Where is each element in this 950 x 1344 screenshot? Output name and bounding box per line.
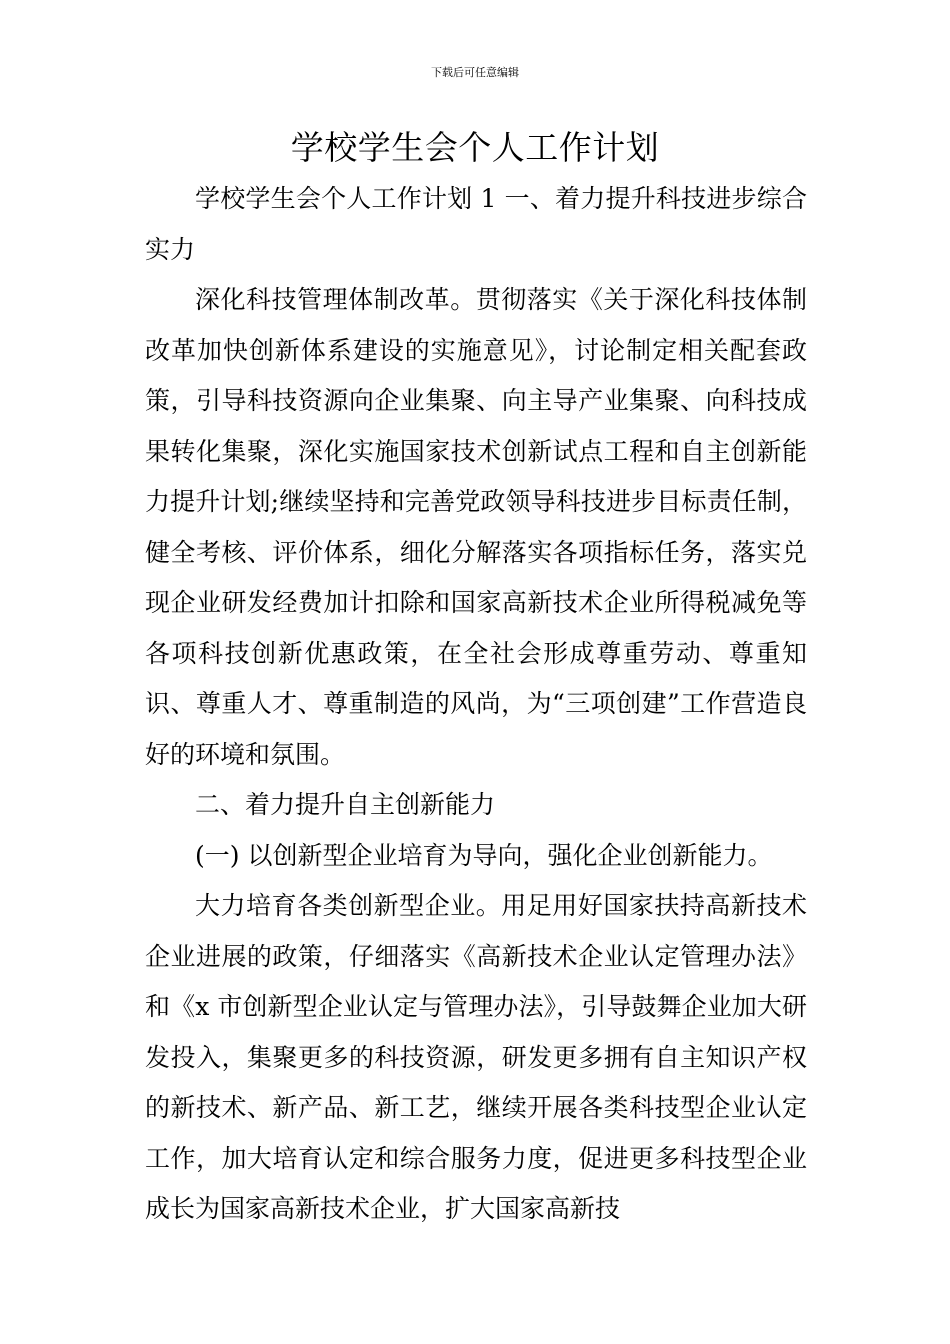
document-title: 学校学生会个人工作计划: [290, 128, 660, 167]
document-body: [145, 174, 807, 1235]
download-note: 下载后可任意编辑: [431, 66, 519, 79]
subsection-heading-one: (一) 以创新型企业培育为导向，强化企业创新能力。: [195, 840, 773, 870]
section-heading-two: 二、着力提升自主创新能力: [195, 790, 496, 819]
paragraph-reform: 深化科技管理体制改革。贯彻落实《关于深化科技体制改革加快创新体系建设的实施意见》，讨论制定相关配套政策，引导科技资源向企业集聚、向主导产业集聚、向科技成果转化集聚，深化实施国家技术创新试点工程和自主创新能力提升计划;继续坚持和完善党政领导科技进步目标责任制，健全考核、评价体系，细化分解落实各项指标任务，落实兑现企业研发经费加计扣除和国家高新技术企业所得税减免等各项科技创新优惠政策，在全社会形成尊重劳动、尊重知识、尊重人才、尊重制造的风尚，为“三项创建”工作营造良好的环境和氛围。: [145, 285, 807, 769]
paragraph-intro: 学校学生会个人工作计划 1 一、着力提升科技进步综合实力: [145, 184, 807, 264]
paragraph-enterprise: 大力培育各类创新型企业。用足用好国家扶持高新技术企业进展的政策，仔细落实《高新技术企业认定管理办法》和《x 市创新型企业认定与管理办法》，引导鼓舞企业加大研发投入，集聚更多的科技资源，研发更多拥有自主知识产权的新技术、新产品、新工艺，继续开展各类科技型企业认定工作，加大培育认定和综合服务力度，促进更多科技型企业成长为国家高新技术企业，扩大国家高新技: [145, 891, 807, 1223]
